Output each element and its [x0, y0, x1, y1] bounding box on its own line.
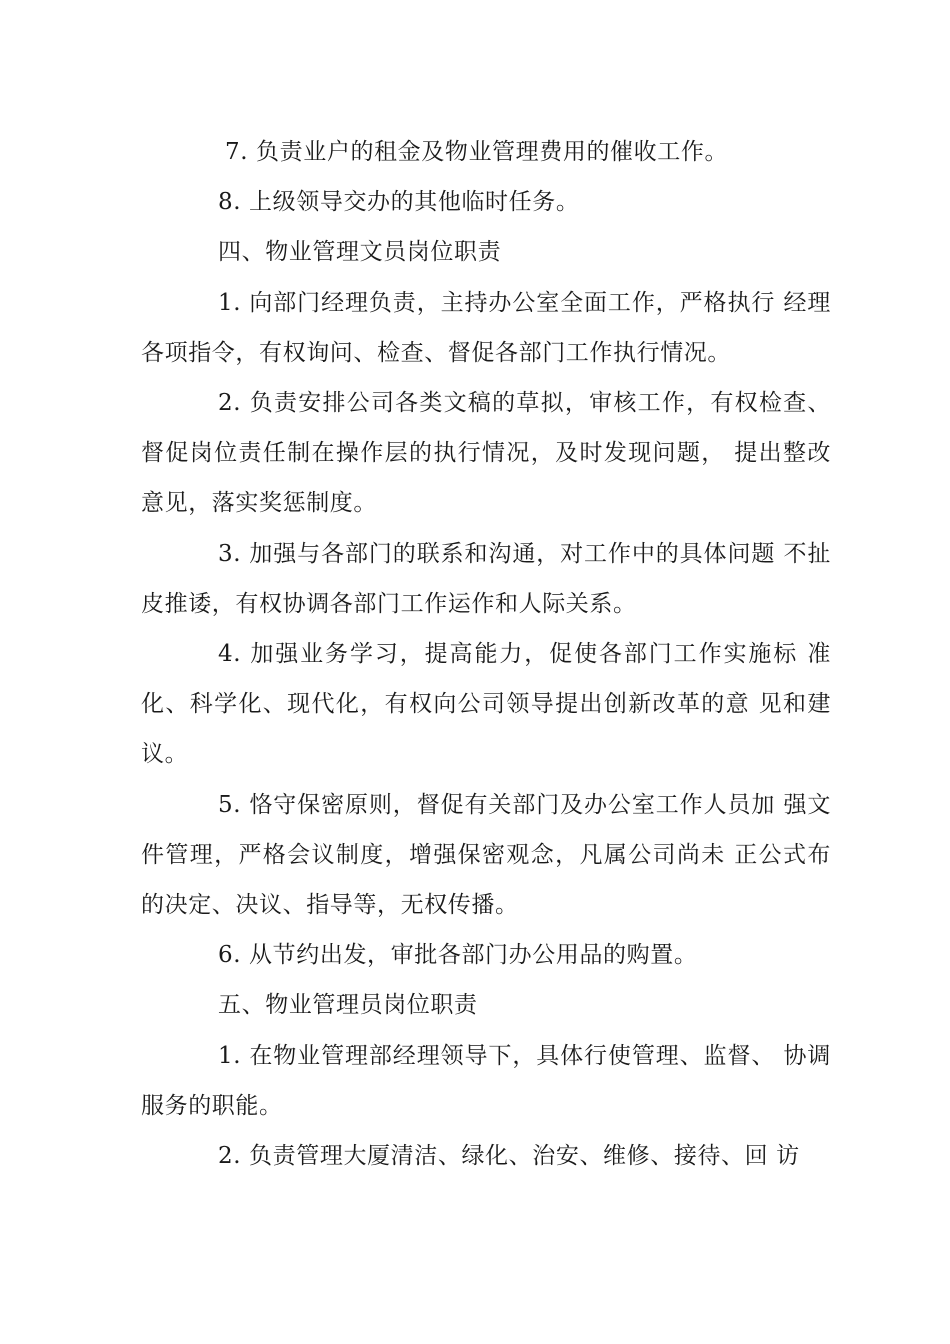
paragraph-item-7: 7. 负责业户的租金及物业管理费用的催收工作。 [225, 139, 729, 165]
manager-duty-2: 2. 负责管理大厦清洁、绿化、治安、维修、接待、回 访 [218, 1143, 800, 1170]
clerk-duty-1: 1. 向部门经理负责，主持办公室全面工作，严格执行 经理各项指令，有权询问、检查、督促各部门工作执行情况。 [141, 289, 831, 366]
section-heading-clerk-duties: 四、物业管理文员岗位职责 [218, 239, 502, 266]
document-body [141, 127, 831, 1181]
clerk-duty-2: 2. 负责安排公司各类文稿的草拟，审核工作，有权检查、督促岗位责任制在操作层的执行情况，及时发现问题， 提出整改意见，落实奖惩制度。 [141, 390, 831, 517]
clerk-duty-4: 4. 加强业务学习，提高能力，促使各部门工作实施标 准化、科学化、现代化，有权向公司领导提出创新改革的意 见和建议。 [141, 641, 831, 768]
manager-duty-1: 1. 在物业管理部经理领导下，具体行使管理、监督、 协调服务的职能。 [141, 1042, 831, 1119]
section-heading-manager-duties: 五、物业管理员岗位职责 [218, 992, 478, 1019]
clerk-duty-5: 5. 恪守保密原则，督促有关部门及办公室工作人员加 强文件管理，严格会议制度，增强保密观念，凡属公司尚未 正公式布的决定、决议、指导等，无权传播。 [141, 791, 831, 919]
clerk-duty-6: 6. 从节约出发，审批各部门办公用品的购置。 [218, 942, 698, 969]
paragraph-item-8: 8. 上级领导交办的其他临时任务。 [218, 189, 580, 216]
clerk-duty-3: 3. 加强与各部门的联系和沟通，对工作中的具体问题 不扯皮推诿，有权协调各部门工作运作和人际关系。 [141, 540, 831, 617]
